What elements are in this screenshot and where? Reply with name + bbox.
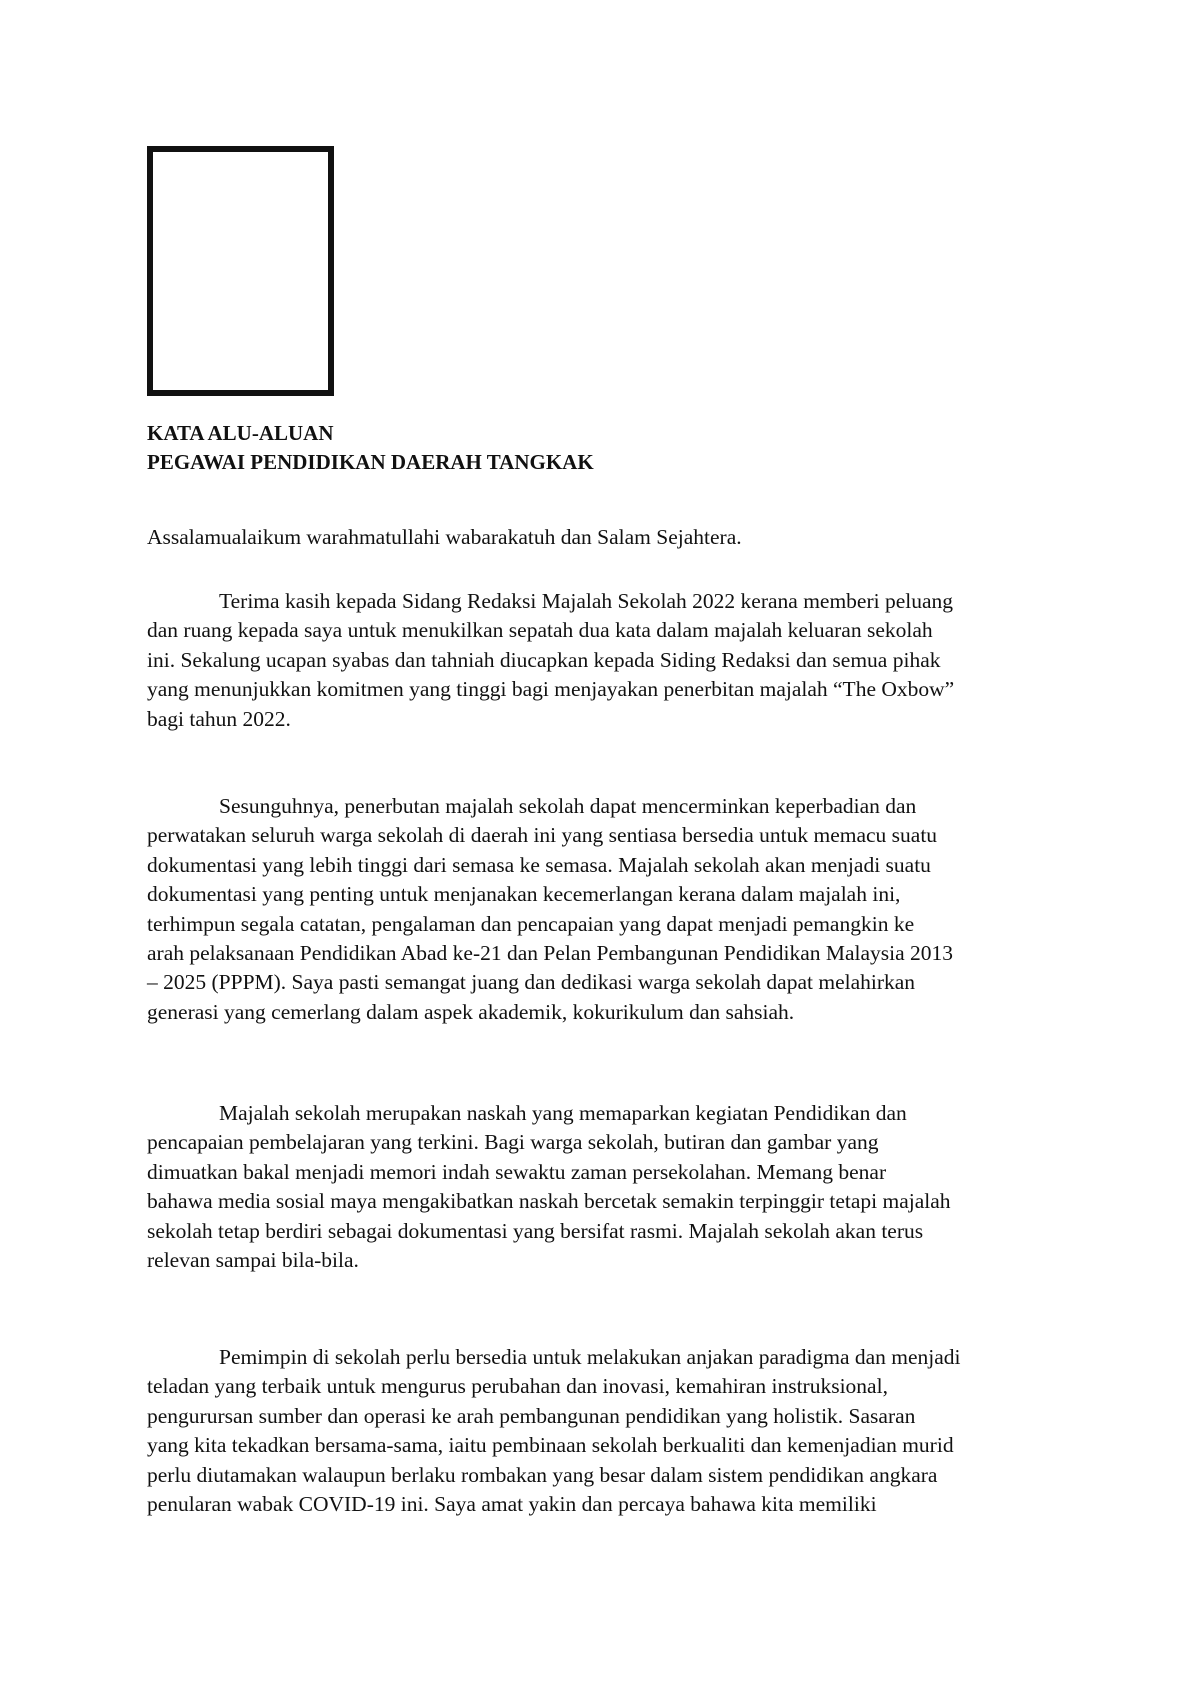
paragraph-line: Terima kasih kepada Sidang Redaksi Majalah Sekolah 2022 kerana memberi peluang (219, 589, 954, 613)
paragraph-line: relevan sampai bila-bila. (147, 1248, 359, 1273)
heading-subtitle: PEGAWAI PENDIDIKAN DAERAH TANGKAK (147, 450, 594, 474)
greeting-text: Assalamualaikum warahmatullahi wabarakatuh dan Salam Sejahtera. (147, 525, 742, 549)
paragraph-line: dokumentasi yang penting untuk menjanakan kecemerlangan kerana dalam majalah ini, (147, 882, 901, 907)
paragraph-line: Pemimpin di sekolah perlu bersedia untuk melakukan anjakan paradigma dan menjadi (219, 1345, 961, 1369)
paragraph-line: bagi tahun 2022. (147, 706, 291, 731)
paragraph-line: dimuatkan bakal menjadi memori indah sewaktu zaman persekolahan. Memang benar (147, 1159, 887, 1184)
paragraph-line: dokumentasi yang lebih tinggi dari semasa ke semasa. Majalah sekolah akan menjadi suatu (147, 852, 931, 877)
photo-placeholder-frame (147, 146, 334, 396)
paragraph-line: yang kita tekadkan bersama-sama, iaitu pembinaan sekolah berkualiti dan kemenjadian murid (147, 1433, 954, 1458)
paragraph-line: terhimpun segala catatan, pengalaman dan pencapaian yang dapat menjadi pemangkin ke (147, 911, 915, 936)
paragraph-line: pengurursan sumber dan operasi ke arah pembangunan pendidikan yang holistik. Sasaran (147, 1403, 916, 1428)
paragraph-line: perlu diutamakan walaupun berlaku rombakan yang besar dalam sistem pendidikan angkara (147, 1462, 938, 1487)
paragraph-line: dan ruang kepada saya untuk menukilkan sepatah dua kata dalam majalah keluaran sekolah (147, 618, 933, 643)
paragraph-line: teladan yang terbaik untuk mengurus perubahan dan inovasi, kemahiran instruksional, (147, 1374, 888, 1399)
paragraph-line: ini. Sekalung ucapan syabas dan tahniah diucapkan kepada Siding Redaksi dan semua pihak (147, 647, 941, 672)
paragraph-line: bahawa media sosial maya mengakibatkan naskah bercetak semakin terpinggir tetapi majalah (147, 1189, 951, 1214)
paragraph-line: generasi yang cemerlang dalam aspek akademik, kokurikulum dan sahsiah. (147, 999, 795, 1024)
paragraph-line: sekolah tetap berdiri sebagai dokumentasi yang bersifat rasmi. Majalah sekolah akan terus (147, 1218, 924, 1243)
paragraph-1 (147, 587, 1067, 734)
paragraph-line: yang menunjukkan komitmen yang tinggi bagi menjayakan penerbitan majalah “The Oxbow” (147, 677, 955, 702)
paragraph-line: penularan wabak COVID-19 ini. Saya amat yakin dan percaya bahawa kita memiliki (147, 1492, 877, 1517)
heading-title: KATA ALU-ALUAN (147, 421, 334, 445)
paragraph-line: Sesunguhnya, penerbutan majalah sekolah dapat mencerminkan keperbadian dan (219, 794, 917, 818)
paragraph-line: perwatakan seluruh warga sekolah di daerah ini yang sentiasa bersedia untuk memacu suatu (147, 823, 938, 848)
paragraph-line: Majalah sekolah merupakan naskah yang memaparkan kegiatan Pendidikan dan (219, 1101, 907, 1125)
paragraph-line: – 2025 (PPPM). Saya pasti semangat juang dan dedikasi warga sekolah dapat melahirkan (147, 970, 916, 995)
paragraph-4 (147, 1343, 1067, 1519)
paragraph-line: pencapaian pembelajaran yang terkini. Bagi warga sekolah, butiran dan gambar yang (147, 1130, 879, 1155)
paragraph-line: arah pelaksanaan Pendidikan Abad ke-21 dan Pelan Pembangunan Pendidikan Malaysia 2013 (147, 941, 954, 966)
document-heading (147, 419, 1047, 477)
paragraph-3 (147, 1099, 1067, 1275)
paragraph-2 (147, 792, 1067, 1027)
